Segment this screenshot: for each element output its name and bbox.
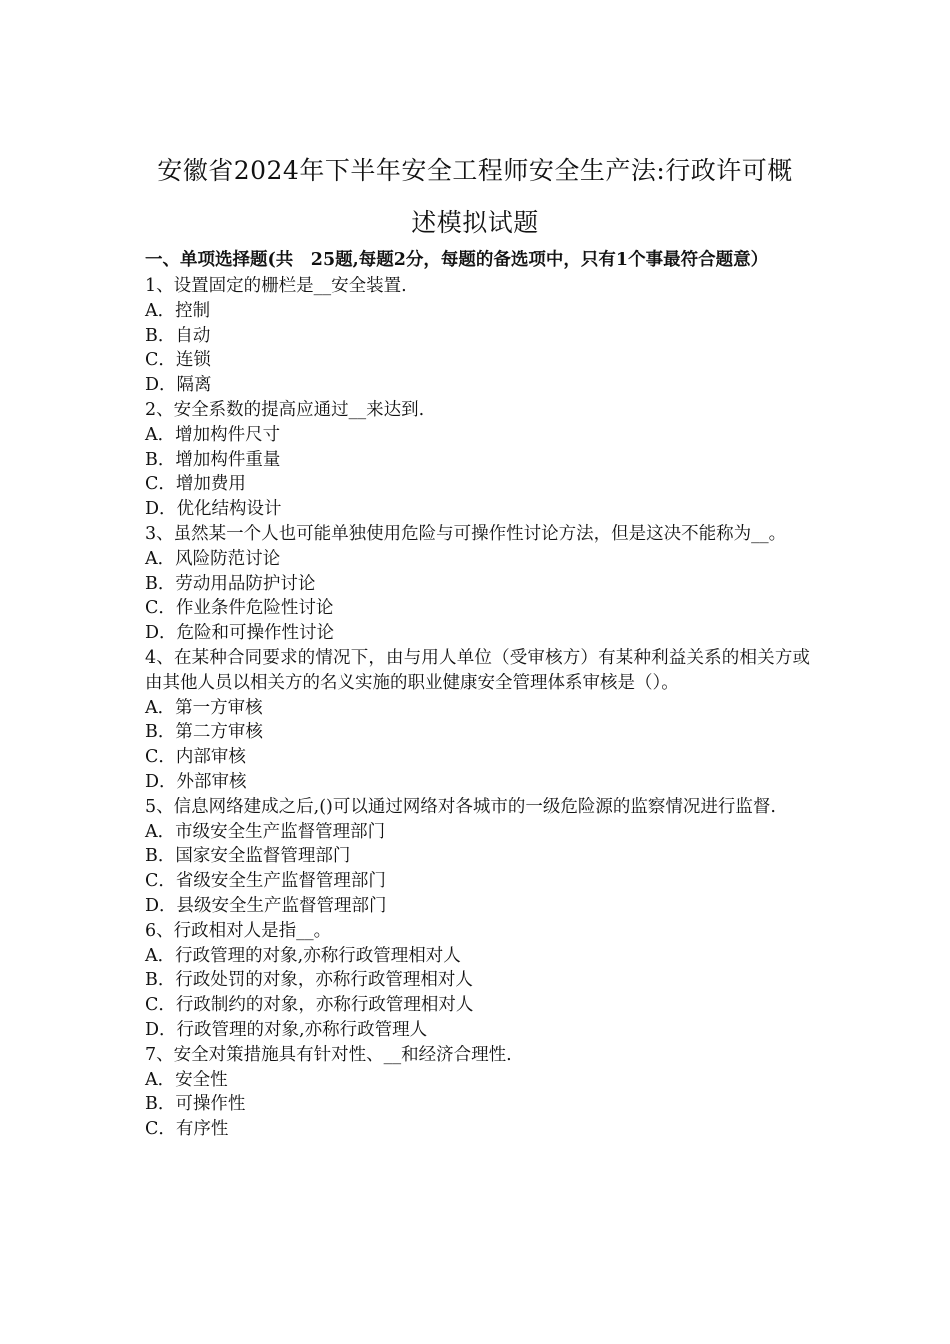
title-line-1: 安徽省2024年下半年安全工程师安全生产法:行政许可概 bbox=[157, 156, 793, 185]
option-b: B．国家安全监督管理部门 bbox=[145, 846, 351, 867]
option-c: C．有序性 bbox=[145, 1119, 229, 1140]
question-text: 7、安全对策措施具有针对性、__和经济合理性. bbox=[145, 1044, 512, 1065]
title-line-2: 述模拟试题 bbox=[411, 208, 539, 237]
option-c: C．作业条件危险性讨论 bbox=[145, 598, 334, 619]
option-b: B．第二方审核 bbox=[145, 722, 263, 743]
option-d: D．行政管理的对象,亦称行政管理人 bbox=[145, 1019, 428, 1040]
option-d: D．隔离 bbox=[145, 375, 212, 396]
question-6 bbox=[145, 919, 810, 1043]
option-c: C．省级安全生产监督管理部门 bbox=[145, 871, 386, 892]
section-heading: 一、单项选择题(共 25题,每题2分，每题的备选项中，只有1个事最符合题意） bbox=[145, 250, 769, 270]
question-text: 4、在某种合同要求的情况下，由与用人单位（受审核方）有某种利益关系的相关方或由其他人员以相关方的名义实施的职业健康安全管理体系审核是（）。 bbox=[145, 647, 810, 693]
document-title bbox=[120, 145, 830, 249]
question-5 bbox=[145, 795, 810, 919]
option-b: B．行政处罚的对象，亦称行政管理相对人 bbox=[145, 970, 473, 991]
question-7 bbox=[145, 1043, 810, 1142]
option-b: B．增加构件重量 bbox=[145, 449, 281, 470]
option-c: C．连锁 bbox=[145, 350, 211, 371]
question-4 bbox=[145, 646, 810, 795]
question-text: 2、安全系数的提高应通过__来达到. bbox=[145, 399, 425, 420]
option-c: C．行政制约的对象，亦称行政管理相对人 bbox=[145, 995, 474, 1016]
question-text: 5、信息网络建成之后,()可以通过网络对各城市的一级危险源的监察情况进行监督. bbox=[145, 796, 776, 817]
option-d: D．县级安全生产监督管理部门 bbox=[145, 895, 387, 916]
option-a: A．市级安全生产监督管理部门 bbox=[145, 821, 386, 842]
document-body bbox=[145, 248, 810, 1142]
question-text: 3、虽然某一个人也可能单独使用危险与可操作性讨论方法，但是这决不能称为__。 bbox=[145, 523, 787, 544]
question-1 bbox=[145, 274, 810, 398]
question-text: 1、设置固定的栅栏是__安全装置. bbox=[145, 276, 407, 296]
option-c: C．增加费用 bbox=[145, 474, 246, 495]
option-d: D．危险和可操作性讨论 bbox=[145, 623, 335, 644]
option-c: C．内部审核 bbox=[145, 747, 246, 768]
option-a: A．控制 bbox=[145, 300, 211, 321]
option-b: B．可操作性 bbox=[145, 1094, 246, 1115]
option-a: A．第一方审核 bbox=[145, 697, 263, 718]
option-a: A．安全性 bbox=[145, 1069, 228, 1090]
option-b: B．自动 bbox=[145, 325, 211, 346]
question-3 bbox=[145, 522, 810, 646]
option-b: B．劳动用品防护讨论 bbox=[145, 573, 316, 594]
option-a: A．风险防范讨论 bbox=[145, 548, 281, 569]
question-2 bbox=[145, 398, 810, 522]
question-text: 6、行政相对人是指__。 bbox=[145, 920, 332, 941]
option-a: A．行政管理的对象,亦称行政管理相对人 bbox=[145, 945, 461, 966]
option-d: D．优化结构设计 bbox=[145, 499, 282, 520]
option-a: A．增加构件尺寸 bbox=[145, 424, 281, 445]
option-d: D．外部审核 bbox=[145, 771, 247, 792]
